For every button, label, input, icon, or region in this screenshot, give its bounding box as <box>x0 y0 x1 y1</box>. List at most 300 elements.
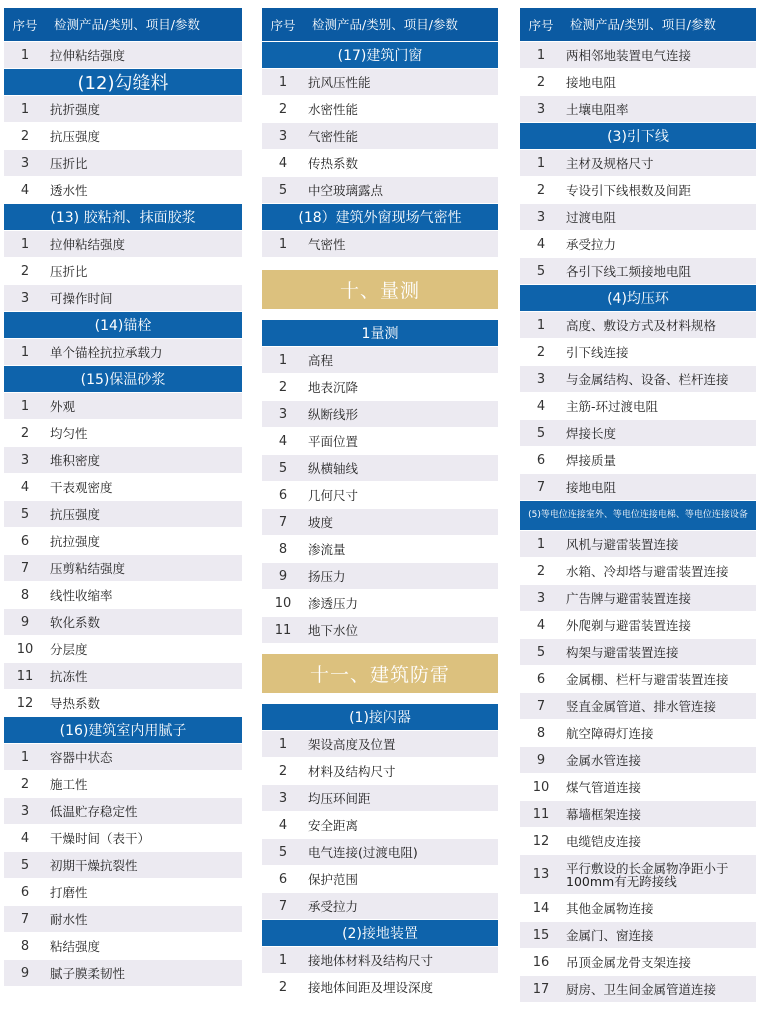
row-text: 接地电阻 <box>566 74 617 90</box>
row-text: 金属门、窗连接 <box>566 927 654 943</box>
row-text: 各引下线工频接地电阻 <box>566 263 692 279</box>
row-num: 11 <box>16 668 34 684</box>
table-row <box>4 393 242 420</box>
section-list-18 <box>262 231 498 258</box>
row-text: 金属棚、栏杆与避雷装置连接 <box>566 671 729 687</box>
row-text: 抗压强度 <box>50 506 101 522</box>
row-text: 其他金属物连接 <box>566 900 654 916</box>
table-row <box>262 401 498 428</box>
table-row <box>262 69 498 96</box>
row-num: 7 <box>278 514 288 530</box>
row-num: 4 <box>536 236 546 252</box>
row-text: 抗风压性能 <box>308 74 371 90</box>
row-num: 4 <box>278 433 288 449</box>
row-num: 10 <box>274 595 292 611</box>
row-num: 5 <box>536 644 546 660</box>
row-num: 1 <box>278 352 288 368</box>
row-num: 1 <box>20 749 30 765</box>
section-list-17 <box>262 69 498 204</box>
table-row <box>4 285 242 312</box>
section-list-16 <box>4 744 242 987</box>
row-text: 气密性能 <box>308 128 359 144</box>
row-num: 3 <box>278 128 288 144</box>
table-row <box>4 879 242 906</box>
row-text: 外爬剃与避雷装置连接 <box>566 617 692 633</box>
table-row <box>520 69 756 96</box>
row-num: 1 <box>20 236 30 252</box>
row-num: 3 <box>278 406 288 422</box>
table-row <box>4 609 242 636</box>
section-heading-16: (16)建筑室内用腻子 <box>4 717 242 744</box>
table-row <box>520 774 756 801</box>
row-text: 堆积密度 <box>50 452 101 468</box>
table-row <box>520 922 756 949</box>
row-text: 几何尺寸 <box>308 487 359 503</box>
row-num: 5 <box>278 844 288 860</box>
section-heading-equalizing-ring: (4)均压环 <box>520 285 756 312</box>
section-list-equipotential <box>520 531 756 1003</box>
row-num: 5 <box>278 460 288 476</box>
table-row <box>262 785 498 812</box>
row-num: 5 <box>20 857 30 873</box>
section-list-14 <box>4 339 242 366</box>
table-row <box>4 744 242 771</box>
row-text: 拉伸粘结强度 <box>50 47 126 63</box>
section-list-13 <box>4 231 242 312</box>
row-text: 初期干燥抗裂性 <box>50 857 138 873</box>
table-row <box>4 474 242 501</box>
table-row <box>4 852 242 879</box>
section-list-down-conductor <box>520 150 756 285</box>
row-text: 气密性 <box>308 236 346 252</box>
row-text: 电气连接(过渡电阻) <box>308 844 418 860</box>
table-header <box>4 8 242 42</box>
category-heading-10: 十、量测 <box>262 270 498 310</box>
table-row <box>262 482 498 509</box>
row-num: 1 <box>20 398 30 414</box>
table-row <box>262 96 498 123</box>
table-row <box>262 563 498 590</box>
row-num: 6 <box>536 671 546 687</box>
table-row <box>4 798 242 825</box>
table-row <box>262 893 498 920</box>
row-text: 厨房、卫生间金属管道连接 <box>566 981 717 997</box>
row-num: 6 <box>20 884 30 900</box>
table-row <box>262 374 498 401</box>
row-num: 4 <box>20 479 30 495</box>
row-num: 10 <box>16 641 34 657</box>
table-row <box>520 177 756 204</box>
table-row <box>4 636 242 663</box>
table-row <box>520 639 756 666</box>
table-row <box>4 825 242 852</box>
row-num: 6 <box>278 871 288 887</box>
row-num: 1 <box>278 74 288 90</box>
header-num: 序号 <box>528 17 554 33</box>
section-heading-14: (14)锚栓 <box>4 312 242 339</box>
row-text: 电缆铠皮连接 <box>566 833 642 849</box>
row-text: 地表沉降 <box>308 379 359 395</box>
row-num: 6 <box>20 533 30 549</box>
row-num: 4 <box>278 817 288 833</box>
table-row <box>4 231 242 258</box>
table-row <box>4 339 242 366</box>
row-num: 3 <box>536 590 546 606</box>
row-num: 2 <box>278 763 288 779</box>
row-num: 4 <box>20 182 30 198</box>
table-row <box>4 663 242 690</box>
row-num: 2 <box>20 128 30 144</box>
row-text: 承受拉力 <box>566 236 617 252</box>
row-text: 纵横轴线 <box>308 460 359 476</box>
table-row <box>4 96 242 123</box>
row-text: 风机与避雷装置连接 <box>566 536 679 552</box>
row-num: 6 <box>536 452 546 468</box>
section-list-air-terminal <box>262 731 498 920</box>
row-text: 外观 <box>50 398 76 414</box>
table-column-1 <box>4 8 242 987</box>
row-num: 1 <box>20 344 30 360</box>
row-num: 2 <box>278 101 288 117</box>
section-heading-down-conductor: (3)引下线 <box>520 123 756 150</box>
table-row <box>520 312 756 339</box>
row-num: 8 <box>278 541 288 557</box>
row-text: 接地体材料及结构尺寸 <box>308 952 434 968</box>
row-num: 3 <box>20 803 30 819</box>
row-num: 9 <box>20 614 30 630</box>
table-row <box>262 231 498 258</box>
row-text: 安全距离 <box>308 817 359 833</box>
row-num: 12 <box>532 833 550 849</box>
table-row <box>520 231 756 258</box>
table-row <box>520 474 756 501</box>
table-row <box>520 801 756 828</box>
table-row <box>520 855 756 895</box>
table-row <box>520 828 756 855</box>
row-text: 主材及规格尺寸 <box>566 155 654 171</box>
section-heading-measure: 1量测 <box>262 320 498 347</box>
row-num: 1 <box>278 736 288 752</box>
table-row <box>520 720 756 747</box>
table-row <box>520 150 756 177</box>
row-num: 3 <box>278 790 288 806</box>
table-row <box>520 531 756 558</box>
row-text: 水密性能 <box>308 101 359 117</box>
row-num: 1 <box>278 236 288 252</box>
row-text: 承受拉力 <box>308 898 359 914</box>
row-text: 接地电阻 <box>566 479 617 495</box>
row-text: 粘结强度 <box>50 938 101 954</box>
table-row <box>262 758 498 785</box>
row-text: 渗透压力 <box>308 595 359 611</box>
row-num: 4 <box>536 398 546 414</box>
table-row <box>262 455 498 482</box>
table-row <box>520 585 756 612</box>
row-text: 幕墙框架连接 <box>566 806 642 822</box>
row-text: 低温贮存稳定性 <box>50 803 138 819</box>
table-row <box>262 347 498 374</box>
table-header <box>520 8 756 42</box>
row-text: 透水性 <box>50 182 88 198</box>
table-row <box>262 509 498 536</box>
row-text: 打磨性 <box>50 884 88 900</box>
row-num: 7 <box>20 911 30 927</box>
row-num: 1 <box>536 47 546 63</box>
table-row <box>520 747 756 774</box>
row-num: 9 <box>20 965 30 981</box>
row-text: 坡度 <box>308 514 334 530</box>
row-num: 3 <box>536 371 546 387</box>
row-num: 1 <box>536 155 546 171</box>
section-heading-17: (17)建筑门窗 <box>262 42 498 69</box>
row-text: 分层度 <box>50 641 88 657</box>
row-text: 干燥时间（表干） <box>50 830 151 846</box>
row-num: 6 <box>278 487 288 503</box>
table-row <box>520 339 756 366</box>
table-row <box>4 771 242 798</box>
row-num: 3 <box>536 101 546 117</box>
table-row <box>262 812 498 839</box>
table-row <box>262 839 498 866</box>
row-num: 5 <box>536 263 546 279</box>
row-num: 8 <box>20 587 30 603</box>
row-num: 14 <box>532 900 550 916</box>
row-num: 2 <box>278 379 288 395</box>
row-num: 1 <box>536 317 546 333</box>
row-num: 2 <box>536 344 546 360</box>
row-num: 1 <box>20 47 30 63</box>
header-title: 检测产品/类别、项目/参数 <box>54 17 200 32</box>
row-text: 中空玻璃露点 <box>308 182 384 198</box>
table-row <box>262 947 498 974</box>
row-num: 7 <box>536 479 546 495</box>
row-text: 抗冻性 <box>50 668 88 684</box>
section-heading-grounding: (2)接地装置 <box>262 920 498 947</box>
table-row <box>520 612 756 639</box>
row-num: 16 <box>532 954 550 970</box>
row-text: 渗流量 <box>308 541 346 557</box>
row-num: 2 <box>278 979 288 995</box>
table-row <box>520 393 756 420</box>
section-heading-12: (12)勾缝料 <box>4 69 242 96</box>
table-row <box>262 731 498 758</box>
table-column-3 <box>520 8 756 1003</box>
row-text: 保护范围 <box>308 871 359 887</box>
row-num: 2 <box>20 263 30 279</box>
row-num: 11 <box>274 622 292 638</box>
table-row <box>520 949 756 976</box>
row-text: 扬压力 <box>308 568 346 584</box>
table-row <box>520 558 756 585</box>
row-num: 10 <box>532 779 550 795</box>
row-num: 5 <box>536 425 546 441</box>
row-num: 7 <box>20 560 30 576</box>
section-list-15 <box>4 393 242 717</box>
row-text: 抗压强度 <box>50 128 101 144</box>
table-row <box>4 582 242 609</box>
table-row <box>262 617 498 644</box>
header-num: 序号 <box>12 17 38 33</box>
row-text: 平面位置 <box>308 433 359 449</box>
row-num: 7 <box>536 698 546 714</box>
row-num: 1 <box>536 536 546 552</box>
table-row <box>4 501 242 528</box>
table-row <box>520 666 756 693</box>
row-text: 均压环间距 <box>308 790 371 806</box>
row-num: 4 <box>536 617 546 633</box>
header-num: 序号 <box>270 17 296 33</box>
header-title: 检测产品/类别、项目/参数 <box>570 17 716 32</box>
row-text: 软化系数 <box>50 614 101 630</box>
row-num: 1 <box>278 952 288 968</box>
row-text: 压折比 <box>50 155 88 171</box>
table-row <box>520 42 756 69</box>
row-num: 2 <box>536 74 546 90</box>
row-text: 架设高度及位置 <box>308 736 396 752</box>
section-heading-air-terminal: (1)接闪器 <box>262 704 498 731</box>
section-heading-equipotential: (5)等电位连接室外、等电位连接电梯、等电位连接设备 <box>520 501 756 531</box>
section-heading-13: (13) 胶粘剂、抹面胶浆 <box>4 204 242 231</box>
row-text: 拉伸粘结强度 <box>50 236 126 252</box>
row-text: 导热系数 <box>50 695 101 711</box>
row-text: 广告牌与避雷装置连接 <box>566 590 692 606</box>
table-row <box>520 976 756 1003</box>
row-text: 可操作时间 <box>50 290 113 306</box>
row-num: 5 <box>278 182 288 198</box>
row-num: 17 <box>532 981 550 997</box>
row-num: 3 <box>20 452 30 468</box>
row-text: 构架与避雷装置连接 <box>566 644 679 660</box>
row-text: 主筋-环过渡电阻 <box>566 398 659 414</box>
table-row <box>4 150 242 177</box>
row-num: 2 <box>536 182 546 198</box>
row-text: 航空障碍灯连接 <box>566 725 654 741</box>
row-text: 两相邻地装置电气连接 <box>566 47 692 63</box>
row-text: 纵断线形 <box>308 406 359 422</box>
category-heading-11: 十一、建筑防雷 <box>262 654 498 694</box>
row-text: 高程 <box>308 352 334 368</box>
row-num: 5 <box>20 506 30 522</box>
row-num: 9 <box>536 752 546 768</box>
row-text: 接地体间距及埋设深度 <box>308 979 434 995</box>
section-heading-15: (15)保温砂浆 <box>4 366 242 393</box>
table-row <box>520 204 756 231</box>
table-row <box>262 536 498 563</box>
row-text: 压折比 <box>50 263 88 279</box>
row-text: 腻子膜柔韧性 <box>50 965 126 981</box>
table-row <box>4 42 242 69</box>
row-num: 1 <box>20 101 30 117</box>
row-num: 13 <box>532 867 550 882</box>
section-heading-18: (18）建筑外窗现场气密性 <box>262 204 498 231</box>
table-row <box>4 906 242 933</box>
table-row <box>4 123 242 150</box>
row-text: 施工性 <box>50 776 88 792</box>
row-num: 3 <box>536 209 546 225</box>
table-row <box>262 590 498 617</box>
table-row <box>520 420 756 447</box>
row-num: 7 <box>278 898 288 914</box>
table-row <box>4 177 242 204</box>
row-text: 过渡电阻 <box>566 209 617 225</box>
row-num: 9 <box>278 568 288 584</box>
row-text: 抗拉强度 <box>50 533 101 549</box>
table-row <box>4 555 242 582</box>
row-text: 耐水性 <box>50 911 88 927</box>
row-text: 专设引下线根数及间距 <box>566 182 692 198</box>
row-text: 地下水位 <box>308 622 359 638</box>
row-num: 4 <box>20 830 30 846</box>
table-row <box>520 258 756 285</box>
row-num: 2 <box>536 563 546 579</box>
row-text: 干表观密度 <box>50 479 113 495</box>
table-column-2 <box>262 8 498 1001</box>
row-text: 线性收缩率 <box>50 587 113 603</box>
row-num: 2 <box>20 425 30 441</box>
row-text: 金属水管连接 <box>566 752 642 768</box>
row-text: 焊接长度 <box>566 425 617 441</box>
row-text: 与金属结构、设备、栏杆连接 <box>566 371 729 387</box>
table-row <box>262 123 498 150</box>
row-num: 15 <box>532 927 550 943</box>
row-text: 容器中状态 <box>50 749 113 765</box>
table-row <box>520 895 756 922</box>
section-list-grounding-cont <box>520 42 756 123</box>
row-num: 2 <box>20 776 30 792</box>
table-row <box>262 150 498 177</box>
table-header <box>262 8 498 42</box>
table-row <box>4 447 242 474</box>
row-text: 焊接质量 <box>566 452 617 468</box>
row-text: 土壤电阻率 <box>566 101 629 117</box>
table-row <box>4 960 242 987</box>
row-text: 平行敷设的长金属物净距小于100mm有无跨接线 <box>566 860 729 889</box>
table-row <box>520 693 756 720</box>
row-num: 8 <box>20 938 30 954</box>
table-row <box>4 690 242 717</box>
table-row <box>520 96 756 123</box>
table-row <box>4 528 242 555</box>
section-list-equalizing-ring <box>520 312 756 501</box>
table-row <box>4 420 242 447</box>
section-list-grounding <box>262 947 498 1001</box>
row-text: 煤气管道连接 <box>566 779 642 795</box>
section-list-measure <box>262 347 498 644</box>
row-num: 8 <box>536 725 546 741</box>
row-num: 11 <box>532 806 550 822</box>
row-num: 3 <box>20 290 30 306</box>
row-text: 抗折强度 <box>50 101 101 117</box>
row-text: 材料及结构尺寸 <box>308 763 396 779</box>
row-text: 均匀性 <box>50 425 88 441</box>
row-num: 3 <box>20 155 30 171</box>
table-row <box>4 933 242 960</box>
row-text: 高度、敷设方式及材料规格 <box>566 317 717 333</box>
row-num: 12 <box>16 695 34 711</box>
table-row <box>262 866 498 893</box>
row-text: 单个锚栓抗拉承载力 <box>50 344 163 360</box>
table-row <box>262 974 498 1001</box>
table-row <box>520 447 756 474</box>
row-text: 吊顶金属龙骨支架连接 <box>566 954 692 970</box>
table-row <box>262 428 498 455</box>
header-title: 检测产品/类别、项目/参数 <box>312 17 458 32</box>
row-text: 压剪粘结强度 <box>50 560 126 576</box>
row-text: 水箱、冷却塔与避雷装置连接 <box>566 563 729 579</box>
row-text: 传热系数 <box>308 155 359 171</box>
table-row <box>262 177 498 204</box>
row-num: 4 <box>278 155 288 171</box>
